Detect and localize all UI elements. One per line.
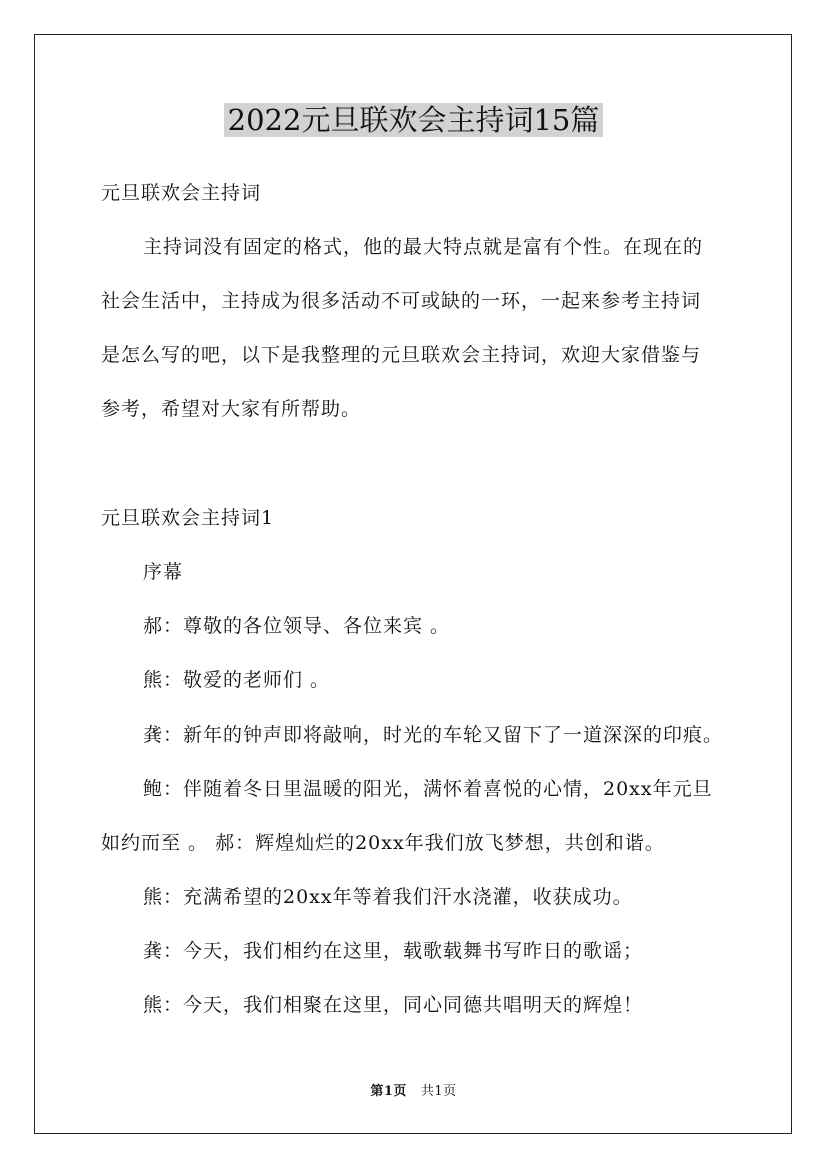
page-total: 共1页 [420,1084,457,1099]
page-footer [0,1083,827,1101]
document-title [0,98,827,142]
section-line-7: 熊：充满希望的20xx年等着我们汗水浇灌，收获成功。 [143,886,633,908]
section-line-3: 熊：敬爱的老师们 。 [143,669,331,691]
page-number: 第1页 [370,1084,407,1099]
section-line-8: 龚：今天，我们相约在这里，载歌载舞书写昨日的歌谣； [143,940,644,962]
section-line-4: 龚：新年的钟声即将敲响，时光的车轮又留下了一道深深的印痕。 [143,724,724,746]
document-title-text: 2022元旦联欢会主持词15篇 [224,103,604,137]
intro-heading: 元旦联欢会主持词 [101,182,262,204]
section-line-6: 如约而至 。 郝：辉煌灿烂的20xx年我们放飞梦想，共创和谐。 [101,832,665,854]
section-line-9: 熊：今天，我们相聚在这里，同心同德共唱明天的辉煌！ [143,994,644,1016]
intro-line-4: 参考，希望对大家有所帮助。 [101,398,362,420]
section-heading: 元旦联欢会主持词1 [101,507,275,529]
section-line-2: 郝：尊敬的各位领导、各位来宾 。 [143,615,451,637]
intro-line-1: 主持词没有固定的格式，他的最大特点就是富有个性。在现在的 [143,236,704,258]
section-line-1: 序幕 [143,561,184,583]
intro-line-2: 社会生活中，主持成为很多活动不可或缺的一环，一起来参考主持词 [101,290,702,312]
section-line-5: 鲍：伴随着冬日里温暖的阳光，满怀着喜悦的心情，20xx年元旦 [143,778,713,800]
intro-line-3: 是怎么写的吧，以下是我整理的元旦联欢会主持词，欢迎大家借鉴与 [101,344,702,366]
